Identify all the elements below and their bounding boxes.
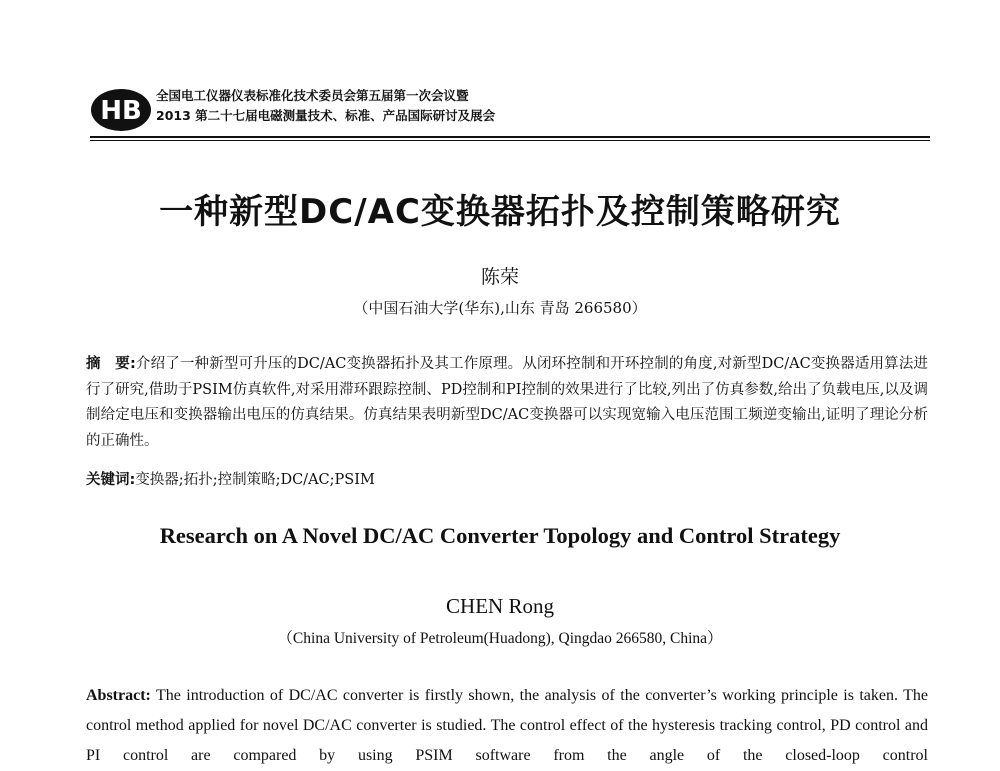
logo-text: HB (100, 96, 142, 126)
keywords-cn-label: 关键词: (86, 472, 136, 488)
affiliation-cn: （中国石油大学(华东),山东 青岛 266580） (353, 299, 647, 317)
affiliation-en: （China University of Petroleum(Huadong), Qingdao 266580, China） (277, 630, 723, 647)
author-cn: 陈荣 (480, 266, 519, 288)
paper-title-cn: 一种新型DC/AC变换器拓扑及控制策略研究 (159, 192, 841, 232)
conference-line-1: 全国电工仪器仪表标准化技术委员会第五届第一次会议暨 (156, 88, 469, 103)
keywords-cn-text: 变换器;拓扑;控制策略;DC/AC;PSIM (135, 472, 375, 488)
paper-title-en: Research on A Novel DC/AC Converter Topology and Control Strategy (159, 523, 841, 548)
abstract-en-text: The introduction of DC/AC converter is firstly shown, the analysis of the converter’s working principle is taken. The control method applied for novel DC/AC converter is studied. The control effect of the hysteresis tracking control, PD control and PI control are compared by using PSIM software from the angle of the closed-loop control (86, 687, 928, 764)
keywords-cn (86, 468, 928, 489)
abstract-cn (86, 352, 928, 454)
conference-logo (90, 88, 152, 132)
header-rule-thick (90, 136, 930, 138)
abstract-en-label: Abstract: (86, 687, 151, 704)
abstract-cn-text: 介绍了一种新型可升压的DC/AC变换器拓扑及其工作原理。从闭环控制和开环控制的角度,对新型DC/AC变换器适用算法进行了研究,借助于PSIM仿真软件,对采用滞环跟踪控制、PD控制和PI控制的效果进行了比较,列出了仿真参数,给出了负载电压,以及调制给定电压和变换器输出电压的仿真结果。仿真结果表明新型DC/AC变换器可以实现宽输入电压范围工频逆变输出,证明了理论分析的正确性。 (86, 356, 928, 449)
conference-header (90, 84, 930, 136)
author-en: CHEN Rong (446, 594, 554, 618)
conference-line-2: 2013 第二十七届电磁测量技术、标准、产品国际研讨及展会 (156, 108, 496, 123)
abstract-cn-label: 摘 要: (86, 356, 136, 372)
header-rule-thin (90, 140, 930, 141)
conference-name (156, 86, 495, 126)
abstract-en (86, 681, 928, 771)
